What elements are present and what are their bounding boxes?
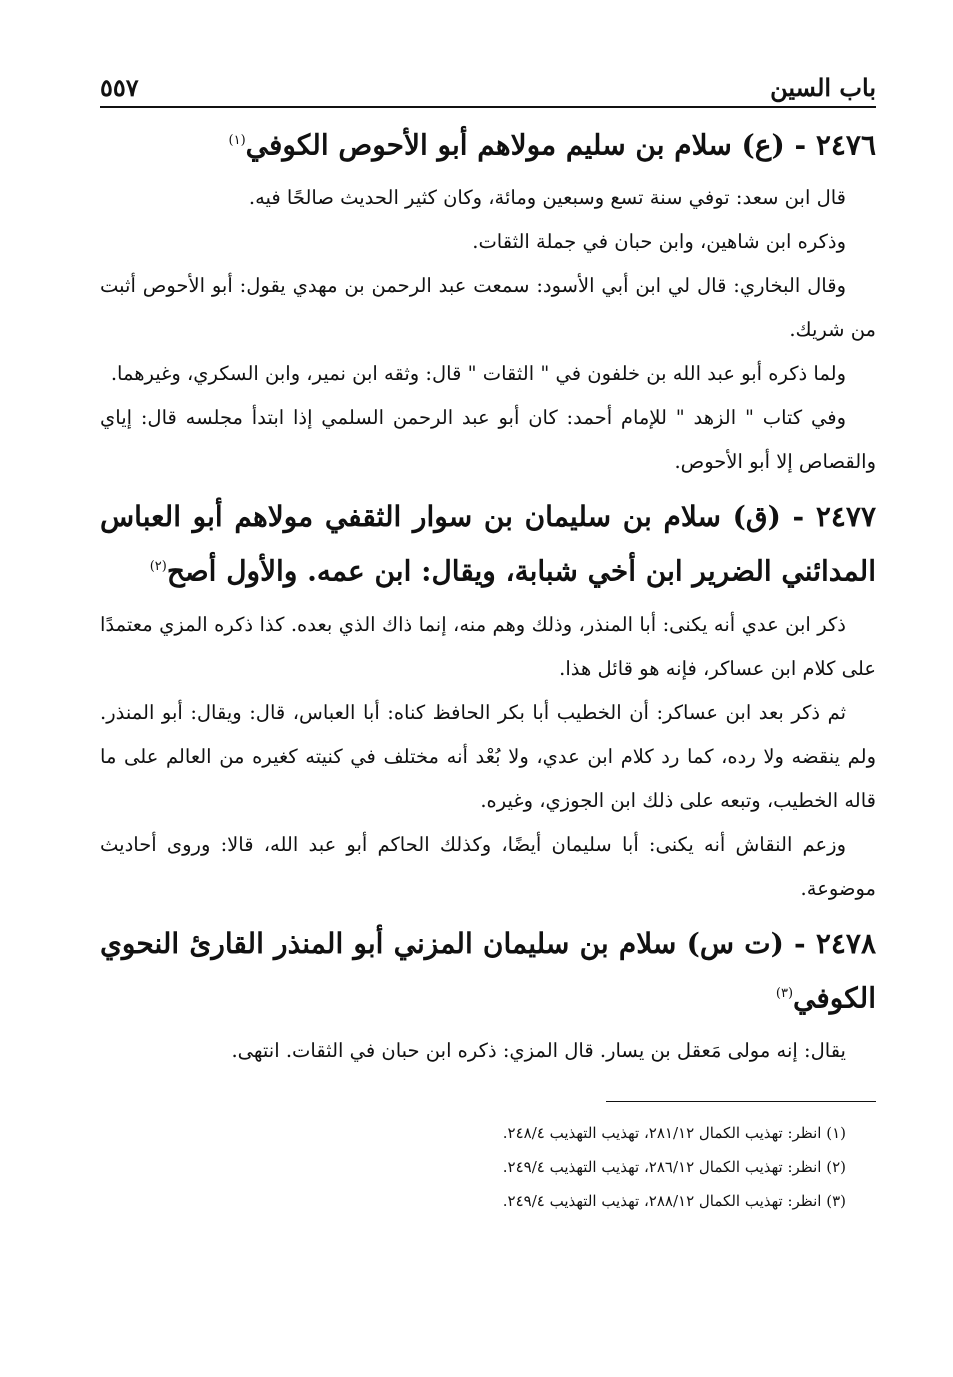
entry-paragraph: ثم ذكر بعد ابن عساكر: أن الخطيب أبا بكر الحافظ كناه: أبا العباس، قال: ويقال: أبو المنذر. ولم ينقضه ولا رده، كما رد كلام ابن عدي، ولا بُعْد أنه مختلف في كنيته كغيره من العالم على ما قاله الخطيب، وتبعه على ذلك ابن الجوزي، وغيره. (100, 700, 876, 812)
entry-title-text: ٢٤٧٦ - (ع) سلام بن سليم مولاهم أبو الأحوص الكوفي (245, 128, 876, 162)
footnotes (100, 1116, 876, 1218)
entry-title-text: ٢٤٧٨ - (ت س) سلام بن سليمان المزني أبو المنذر القارئ النحوي الكوفي (100, 926, 876, 1014)
entry-paragraph: ذكر ابن عدي أنه يكنى: أبا المنذر، وذلك وهم منه، إنما ذاك الذي بعده. كذا ذكره المزي معتمدًا على كلام ابن عساكر، فإنه هو قائل هذا. (100, 612, 876, 680)
entry-paragraph: يقال: إنه مولى مَعقل بن يسار. قال المزي: ذكره ابن حبان في الثقات. انتهى. (231, 1038, 846, 1062)
book-page (100, 56, 876, 1218)
footnote-separator-wrap (100, 1073, 876, 1112)
entry-title (100, 919, 876, 1023)
entry-title (100, 492, 876, 596)
entry-paragraph: ولما ذكره أبو عبد الله بن خلفون في " الثقات " قال: وثقه ابن نمير، وابن السكري، وغيرهما. (110, 362, 846, 386)
running-header (100, 56, 876, 102)
footnote: (٢) انظر: تهذيب الكمال ٢٨٦/١٢، تهذيب التهذيب ٢٤٩/٤. (502, 1157, 846, 1176)
entry-paragraph: وزعم النقاش أنه يكنى: أبا سليمان أيضًا، وكذلك الحاكم أبو عبد الله، قالا: وروى أحاديث موضوعة. (100, 832, 876, 900)
entry-paragraph: قال ابن سعد: توفي سنة تسع وسبعين ومائة، وكان كثير الحديث صالحًا فيه. (248, 186, 846, 210)
footnote-separator (606, 1101, 876, 1102)
footnote-marker: (٢) (149, 559, 167, 575)
footnote: (٣) انظر: تهذيب الكمال ٢٨٨/١٢، تهذيب التهذيب ٢٤٩/٤. (502, 1191, 846, 1210)
entry-paragraph: وذكره ابن شاهين، وابن حبان في جملة الثقات. (472, 230, 846, 254)
entry-title (100, 116, 876, 170)
footnote-marker: (١) (228, 133, 246, 148)
header-rule (100, 106, 876, 108)
biography-entry (100, 116, 876, 484)
chapter-title: باب السين (770, 73, 876, 102)
entry-title-text: ٢٤٧٧ - (ق) سلام بن سليمان بن سوار الثقفي مولاهم أبو العباس المدائني الضرير ابن أخي شبابة، ويقال: ابن عمه. والأول أصح (100, 500, 876, 588)
footnote: (١) انظر: تهذيب الكمال ٢٨١/١٢، تهذيب التهذيب ٢٤٨/٤. (502, 1123, 846, 1142)
entry-paragraph: وقال البخاري: قال لي ابن أبي الأسود: سمعت عبد الرحمن بن مهدي يقول: أبو الأحوص أثبت من شريك. (100, 274, 876, 342)
biography-entry (100, 492, 876, 910)
page-number: ٥٥٧ (100, 73, 139, 102)
biography-entry (100, 919, 876, 1073)
footnote-marker: (٣) (775, 985, 794, 1001)
entry-paragraph: وفي كتاب " الزهد " للإمام أحمد: كان أبو عبد الرحمن السلمي إذا ابتدأ مجلسه قال: إياي والقصاص إلا أبو الأحوص. (100, 406, 876, 474)
